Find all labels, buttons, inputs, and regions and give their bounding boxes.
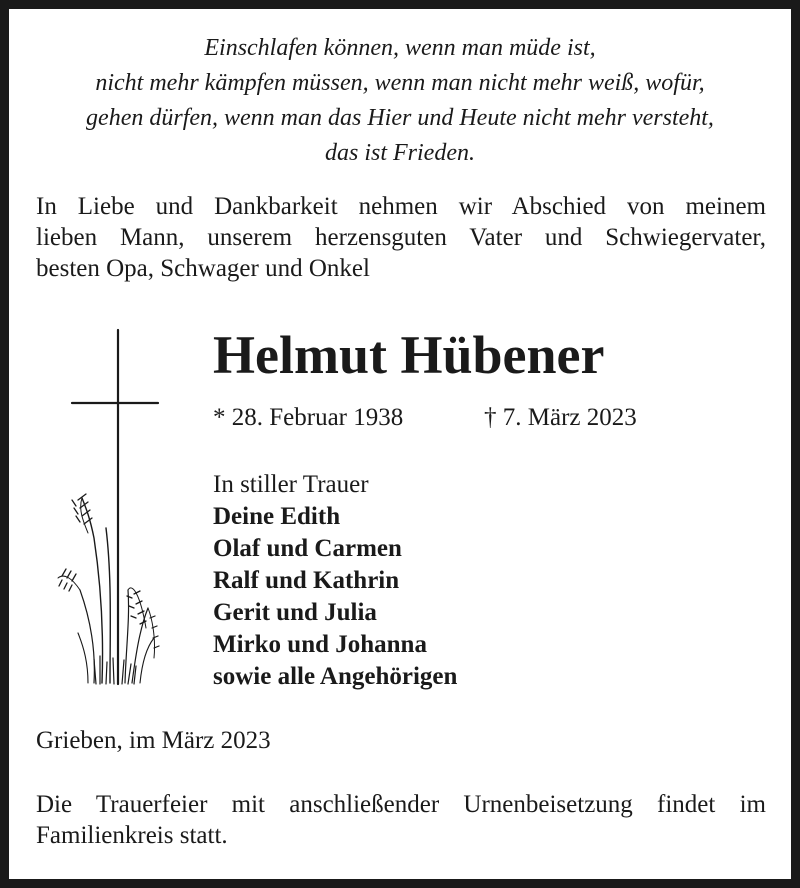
poem [30, 31, 770, 171]
service-line: Die Trauerfeier mit anschließender Urnenbeisetzung findet im [36, 791, 766, 818]
mourner-name: Gerit und Julia [213, 599, 377, 626]
intro-text [36, 191, 766, 284]
intro-line: lieben Mann, unserem herzensguten Vater und Schwiegervater, [36, 224, 766, 251]
poem-line: Einschlafen können, wenn man müde ist, [204, 35, 596, 61]
mourner-name: Mirko und Johanna [213, 631, 427, 658]
poem-line: gehen dürfen, wenn man das Hier und Heute nicht mehr versteht, [86, 105, 714, 131]
mourner-name: Deine Edith [213, 503, 341, 530]
place-date: Grieben, im März 2023 [36, 727, 271, 754]
poem-line: nicht mehr kämpfen müssen, wenn man nicht mehr weiß, wofür, [95, 70, 705, 96]
mourners-block [213, 469, 457, 693]
mourning-heading: In stiller Trauer [213, 471, 369, 498]
mourner-name: Ralf und Kathrin [213, 567, 400, 594]
death-date: † 7. März 2023 [484, 404, 637, 431]
poem-line: das ist Frieden. [325, 140, 475, 166]
mourner-name: sowie alle Angehörigen [213, 663, 458, 690]
mourner-name: Olaf und Carmen [213, 535, 402, 562]
intro-line: besten Opa, Schwager und Onkel [36, 255, 370, 282]
service-note [36, 789, 766, 851]
deceased-name: Helmut Hübener [213, 325, 605, 385]
birth-date: * 28. Februar 1938 [213, 404, 404, 431]
service-line: Familienkreis statt. [36, 822, 228, 849]
intro-line: In Liebe und Dankbarkeit nehmen wir Abschied von meinem [36, 193, 766, 220]
cross-with-wheat-icon [50, 328, 170, 688]
